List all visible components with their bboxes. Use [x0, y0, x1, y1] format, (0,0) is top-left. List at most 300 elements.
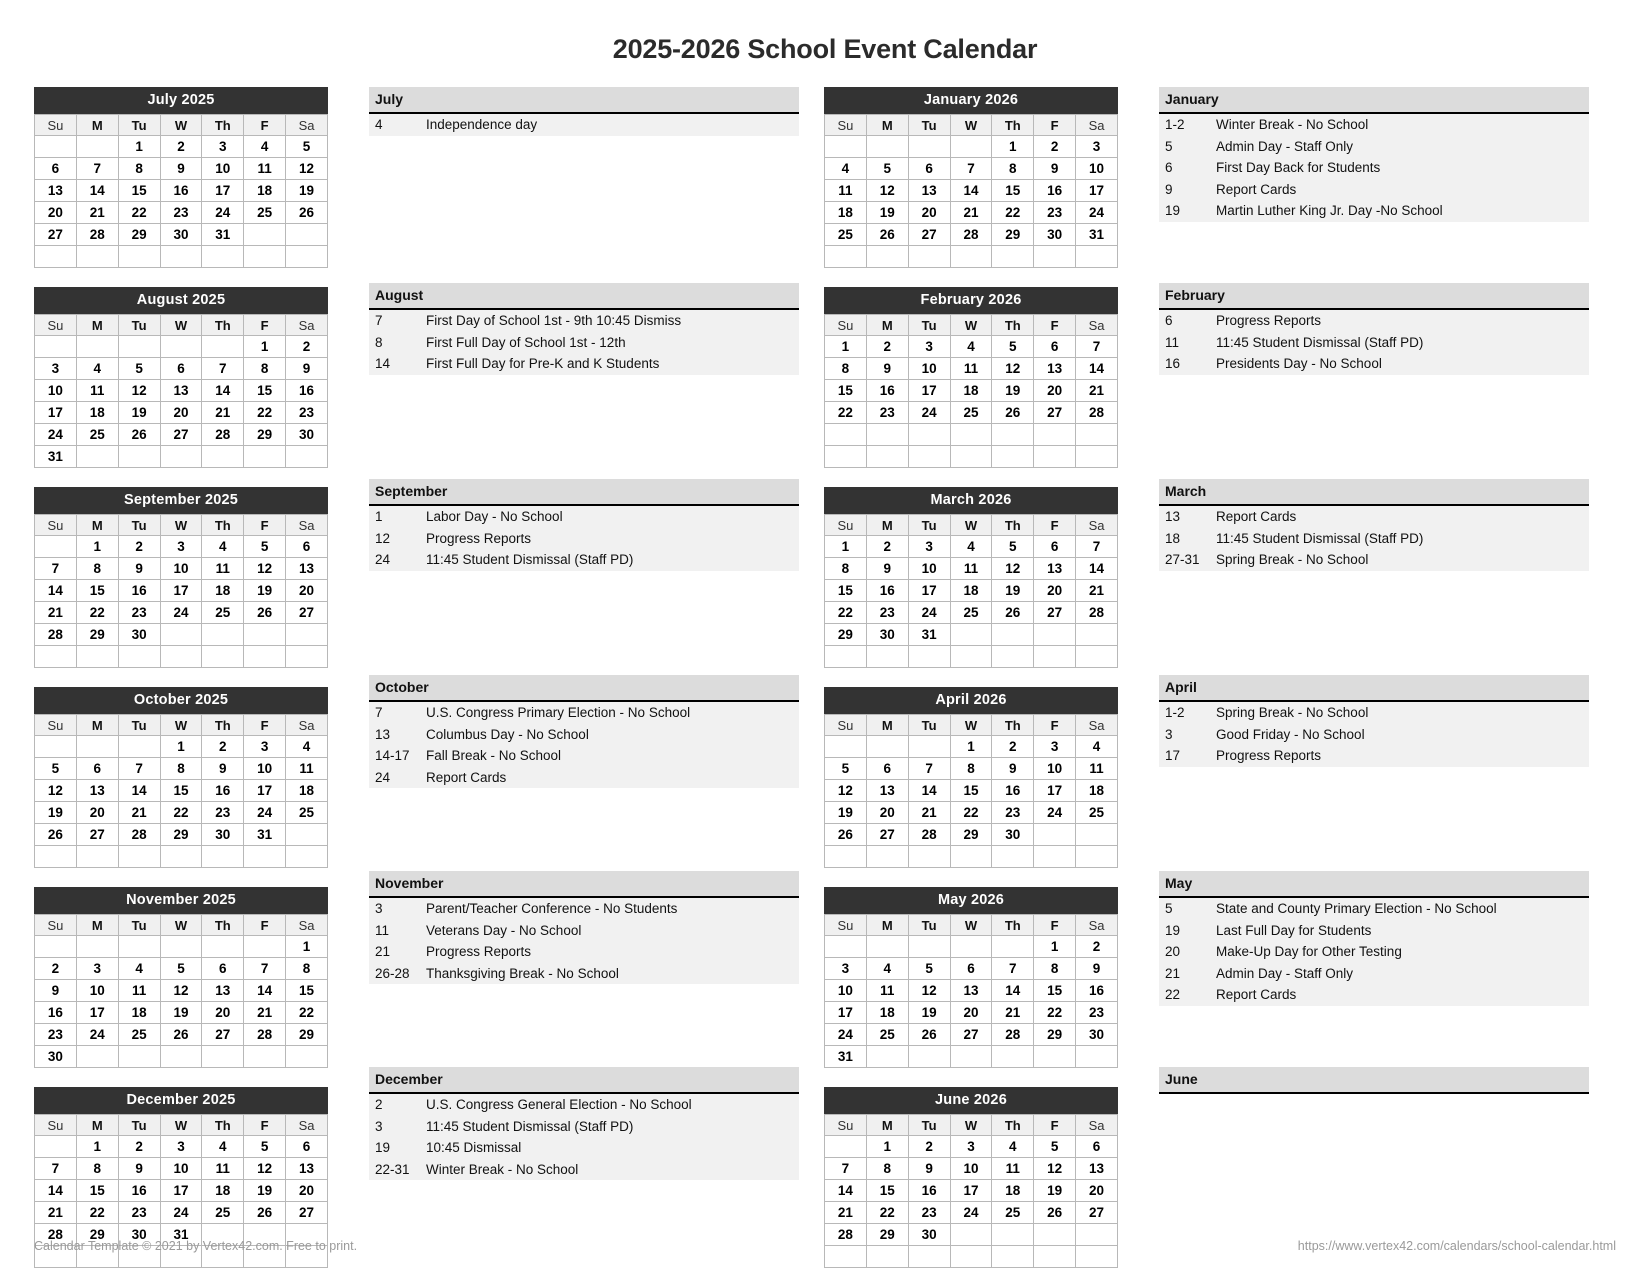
day-cell-nov2025-13[interactable]: 13	[202, 980, 243, 1001]
day-cell-aug2025-3[interactable]: 3	[35, 358, 76, 379]
day-cell-mar2026-1[interactable]: 1	[825, 536, 866, 557]
day-cell-sep2025-3[interactable]: 3	[161, 536, 202, 557]
day-cell-nov2025-10[interactable]: 10	[77, 980, 118, 1001]
day-cell-jan2026-3[interactable]: 3	[1076, 136, 1117, 157]
day-cell-may2026-8[interactable]: 8	[1034, 958, 1075, 979]
day-cell-jan2026-10[interactable]: 10	[1076, 158, 1117, 179]
day-cell-jan2026-29[interactable]: 29	[992, 224, 1033, 245]
day-cell-mar2026-30[interactable]: 30	[867, 624, 908, 645]
day-cell-feb2026-10[interactable]: 10	[909, 358, 950, 379]
day-cell-jan2026-26[interactable]: 26	[867, 224, 908, 245]
day-cell-jan2026-7[interactable]: 7	[951, 158, 992, 179]
day-cell-apr2026-1[interactable]: 1	[951, 736, 992, 757]
day-cell-aug2025-16[interactable]: 16	[286, 380, 327, 401]
day-cell-jun2026-18[interactable]: 18	[992, 1180, 1033, 1201]
day-cell-aug2025-5[interactable]: 5	[119, 358, 160, 379]
day-cell-aug2025-10[interactable]: 10	[35, 380, 76, 401]
day-cell-feb2026-22[interactable]: 22	[825, 402, 866, 423]
day-cell-may2026-3[interactable]: 3	[825, 958, 866, 979]
day-cell-oct2025-28[interactable]: 28	[119, 824, 160, 845]
day-cell-jun2026-26[interactable]: 26	[1034, 1202, 1075, 1223]
day-cell-aug2025-20[interactable]: 20	[161, 402, 202, 423]
day-cell-aug2025-24[interactable]: 24	[35, 424, 76, 445]
day-cell-feb2026-8[interactable]: 8	[825, 358, 866, 379]
day-cell-mar2026-18[interactable]: 18	[951, 580, 992, 601]
day-cell-nov2025-9[interactable]: 9	[35, 980, 76, 1001]
day-cell-oct2025-17[interactable]: 17	[244, 780, 285, 801]
day-cell-oct2025-26[interactable]: 26	[35, 824, 76, 845]
day-cell-apr2026-11[interactable]: 11	[1076, 758, 1117, 779]
day-cell-nov2025-27[interactable]: 27	[202, 1024, 243, 1045]
day-cell-jan2026-6[interactable]: 6	[909, 158, 950, 179]
day-cell-dec2025-19[interactable]: 19	[244, 1180, 285, 1201]
day-cell-sep2025-16[interactable]: 16	[119, 580, 160, 601]
day-cell-may2026-15[interactable]: 15	[1034, 980, 1075, 1001]
day-cell-jul2025-3[interactable]: 3	[202, 136, 243, 157]
day-cell-may2026-19[interactable]: 19	[909, 1002, 950, 1023]
day-cell-feb2026-28[interactable]: 28	[1076, 402, 1117, 423]
day-cell-nov2025-30[interactable]: 30	[35, 1046, 76, 1067]
day-cell-dec2025-28[interactable]: 28	[35, 1224, 76, 1245]
day-cell-jun2026-10[interactable]: 10	[951, 1158, 992, 1179]
day-cell-may2026-28[interactable]: 28	[992, 1024, 1033, 1045]
day-cell-jan2026-12[interactable]: 12	[867, 180, 908, 201]
day-cell-jun2026-28[interactable]: 28	[825, 1224, 866, 1245]
day-cell-jul2025-31[interactable]: 31	[202, 224, 243, 245]
day-cell-aug2025-18[interactable]: 18	[77, 402, 118, 423]
day-cell-may2026-18[interactable]: 18	[867, 1002, 908, 1023]
day-cell-feb2026-18[interactable]: 18	[951, 380, 992, 401]
day-cell-nov2025-11[interactable]: 11	[119, 980, 160, 1001]
day-cell-apr2026-20[interactable]: 20	[867, 802, 908, 823]
day-cell-jan2026-8[interactable]: 8	[992, 158, 1033, 179]
day-cell-may2026-25[interactable]: 25	[867, 1024, 908, 1045]
day-cell-apr2026-14[interactable]: 14	[909, 780, 950, 801]
day-cell-sep2025-11[interactable]: 11	[202, 558, 243, 579]
day-cell-mar2026-29[interactable]: 29	[825, 624, 866, 645]
day-cell-jan2026-23[interactable]: 23	[1034, 202, 1075, 223]
day-cell-feb2026-6[interactable]: 6	[1034, 336, 1075, 357]
day-cell-jun2026-12[interactable]: 12	[1034, 1158, 1075, 1179]
day-cell-aug2025-11[interactable]: 11	[77, 380, 118, 401]
day-cell-jan2026-4[interactable]: 4	[825, 158, 866, 179]
day-cell-mar2026-5[interactable]: 5	[992, 536, 1033, 557]
day-cell-may2026-10[interactable]: 10	[825, 980, 866, 1001]
day-cell-apr2026-18[interactable]: 18	[1076, 780, 1117, 801]
day-cell-mar2026-17[interactable]: 17	[909, 580, 950, 601]
day-cell-dec2025-20[interactable]: 20	[286, 1180, 327, 1201]
day-cell-apr2026-13[interactable]: 13	[867, 780, 908, 801]
day-cell-mar2026-19[interactable]: 19	[992, 580, 1033, 601]
day-cell-dec2025-17[interactable]: 17	[161, 1180, 202, 1201]
day-cell-jul2025-1[interactable]: 1	[119, 136, 160, 157]
day-cell-feb2026-24[interactable]: 24	[909, 402, 950, 423]
day-cell-nov2025-3[interactable]: 3	[77, 958, 118, 979]
day-cell-nov2025-21[interactable]: 21	[244, 1002, 285, 1023]
day-cell-feb2026-17[interactable]: 17	[909, 380, 950, 401]
day-cell-oct2025-19[interactable]: 19	[35, 802, 76, 823]
day-cell-apr2026-7[interactable]: 7	[909, 758, 950, 779]
day-cell-jan2026-17[interactable]: 17	[1076, 180, 1117, 201]
day-cell-jun2026-9[interactable]: 9	[909, 1158, 950, 1179]
day-cell-may2026-6[interactable]: 6	[951, 958, 992, 979]
day-cell-dec2025-13[interactable]: 13	[286, 1158, 327, 1179]
day-cell-nov2025-28[interactable]: 28	[244, 1024, 285, 1045]
day-cell-jul2025-2[interactable]: 2	[161, 136, 202, 157]
day-cell-nov2025-14[interactable]: 14	[244, 980, 285, 1001]
day-cell-jul2025-26[interactable]: 26	[286, 202, 327, 223]
day-cell-dec2025-16[interactable]: 16	[119, 1180, 160, 1201]
day-cell-nov2025-25[interactable]: 25	[119, 1024, 160, 1045]
day-cell-jul2025-23[interactable]: 23	[161, 202, 202, 223]
day-cell-dec2025-5[interactable]: 5	[244, 1136, 285, 1157]
day-cell-sep2025-15[interactable]: 15	[77, 580, 118, 601]
day-cell-jan2026-20[interactable]: 20	[909, 202, 950, 223]
day-cell-aug2025-28[interactable]: 28	[202, 424, 243, 445]
day-cell-sep2025-6[interactable]: 6	[286, 536, 327, 557]
day-cell-jul2025-11[interactable]: 11	[244, 158, 285, 179]
day-cell-nov2025-6[interactable]: 6	[202, 958, 243, 979]
day-cell-oct2025-13[interactable]: 13	[77, 780, 118, 801]
day-cell-mar2026-25[interactable]: 25	[951, 602, 992, 623]
day-cell-dec2025-15[interactable]: 15	[77, 1180, 118, 1201]
day-cell-jun2026-7[interactable]: 7	[825, 1158, 866, 1179]
day-cell-may2026-31[interactable]: 31	[825, 1046, 866, 1067]
day-cell-jun2026-6[interactable]: 6	[1076, 1136, 1117, 1157]
day-cell-jul2025-10[interactable]: 10	[202, 158, 243, 179]
day-cell-apr2026-9[interactable]: 9	[992, 758, 1033, 779]
day-cell-dec2025-31[interactable]: 31	[161, 1224, 202, 1245]
day-cell-jul2025-6[interactable]: 6	[35, 158, 76, 179]
day-cell-mar2026-8[interactable]: 8	[825, 558, 866, 579]
day-cell-dec2025-12[interactable]: 12	[244, 1158, 285, 1179]
day-cell-may2026-13[interactable]: 13	[951, 980, 992, 1001]
day-cell-sep2025-18[interactable]: 18	[202, 580, 243, 601]
day-cell-oct2025-14[interactable]: 14	[119, 780, 160, 801]
day-cell-apr2026-2[interactable]: 2	[992, 736, 1033, 757]
day-cell-jul2025-20[interactable]: 20	[35, 202, 76, 223]
day-cell-jan2026-5[interactable]: 5	[867, 158, 908, 179]
day-cell-jan2026-19[interactable]: 19	[867, 202, 908, 223]
day-cell-jan2026-14[interactable]: 14	[951, 180, 992, 201]
day-cell-jul2025-15[interactable]: 15	[119, 180, 160, 201]
day-cell-feb2026-3[interactable]: 3	[909, 336, 950, 357]
day-cell-sep2025-28[interactable]: 28	[35, 624, 76, 645]
day-cell-dec2025-24[interactable]: 24	[161, 1202, 202, 1223]
day-cell-dec2025-2[interactable]: 2	[119, 1136, 160, 1157]
day-cell-apr2026-17[interactable]: 17	[1034, 780, 1075, 801]
day-cell-apr2026-5[interactable]: 5	[825, 758, 866, 779]
day-cell-aug2025-7[interactable]: 7	[202, 358, 243, 379]
day-cell-jan2026-13[interactable]: 13	[909, 180, 950, 201]
day-cell-sep2025-29[interactable]: 29	[77, 624, 118, 645]
day-cell-feb2026-2[interactable]: 2	[867, 336, 908, 357]
day-cell-aug2025-4[interactable]: 4	[77, 358, 118, 379]
day-cell-oct2025-10[interactable]: 10	[244, 758, 285, 779]
day-cell-jun2026-19[interactable]: 19	[1034, 1180, 1075, 1201]
day-cell-feb2026-14[interactable]: 14	[1076, 358, 1117, 379]
day-cell-feb2026-4[interactable]: 4	[951, 336, 992, 357]
day-cell-sep2025-20[interactable]: 20	[286, 580, 327, 601]
day-cell-sep2025-14[interactable]: 14	[35, 580, 76, 601]
day-cell-jun2026-3[interactable]: 3	[951, 1136, 992, 1157]
day-cell-mar2026-15[interactable]: 15	[825, 580, 866, 601]
day-cell-jul2025-22[interactable]: 22	[119, 202, 160, 223]
day-cell-apr2026-26[interactable]: 26	[825, 824, 866, 845]
day-cell-oct2025-1[interactable]: 1	[161, 736, 202, 757]
day-cell-feb2026-12[interactable]: 12	[992, 358, 1033, 379]
day-cell-oct2025-21[interactable]: 21	[119, 802, 160, 823]
day-cell-may2026-22[interactable]: 22	[1034, 1002, 1075, 1023]
day-cell-jun2026-17[interactable]: 17	[951, 1180, 992, 1201]
day-cell-jan2026-31[interactable]: 31	[1076, 224, 1117, 245]
day-cell-nov2025-24[interactable]: 24	[77, 1024, 118, 1045]
day-cell-nov2025-29[interactable]: 29	[286, 1024, 327, 1045]
day-cell-sep2025-26[interactable]: 26	[244, 602, 285, 623]
day-cell-dec2025-9[interactable]: 9	[119, 1158, 160, 1179]
day-cell-sep2025-10[interactable]: 10	[161, 558, 202, 579]
day-cell-may2026-20[interactable]: 20	[951, 1002, 992, 1023]
day-cell-mar2026-28[interactable]: 28	[1076, 602, 1117, 623]
day-cell-apr2026-28[interactable]: 28	[909, 824, 950, 845]
day-cell-jun2026-11[interactable]: 11	[992, 1158, 1033, 1179]
day-cell-may2026-2[interactable]: 2	[1076, 936, 1117, 957]
day-cell-feb2026-27[interactable]: 27	[1034, 402, 1075, 423]
day-cell-jan2026-21[interactable]: 21	[951, 202, 992, 223]
day-cell-jun2026-13[interactable]: 13	[1076, 1158, 1117, 1179]
day-cell-oct2025-7[interactable]: 7	[119, 758, 160, 779]
day-cell-apr2026-21[interactable]: 21	[909, 802, 950, 823]
day-cell-oct2025-23[interactable]: 23	[202, 802, 243, 823]
day-cell-aug2025-21[interactable]: 21	[202, 402, 243, 423]
day-cell-may2026-17[interactable]: 17	[825, 1002, 866, 1023]
day-cell-jul2025-27[interactable]: 27	[35, 224, 76, 245]
day-cell-oct2025-11[interactable]: 11	[286, 758, 327, 779]
day-cell-feb2026-25[interactable]: 25	[951, 402, 992, 423]
day-cell-jul2025-18[interactable]: 18	[244, 180, 285, 201]
day-cell-jan2026-2[interactable]: 2	[1034, 136, 1075, 157]
day-cell-mar2026-21[interactable]: 21	[1076, 580, 1117, 601]
day-cell-jun2026-27[interactable]: 27	[1076, 1202, 1117, 1223]
day-cell-jul2025-21[interactable]: 21	[77, 202, 118, 223]
day-cell-mar2026-12[interactable]: 12	[992, 558, 1033, 579]
day-cell-sep2025-8[interactable]: 8	[77, 558, 118, 579]
day-cell-jun2026-23[interactable]: 23	[909, 1202, 950, 1223]
day-cell-jul2025-4[interactable]: 4	[244, 136, 285, 157]
day-cell-may2026-30[interactable]: 30	[1076, 1024, 1117, 1045]
day-cell-aug2025-2[interactable]: 2	[286, 336, 327, 357]
day-cell-dec2025-1[interactable]: 1	[77, 1136, 118, 1157]
day-cell-aug2025-17[interactable]: 17	[35, 402, 76, 423]
day-cell-jan2026-30[interactable]: 30	[1034, 224, 1075, 245]
day-cell-jul2025-30[interactable]: 30	[161, 224, 202, 245]
day-cell-may2026-27[interactable]: 27	[951, 1024, 992, 1045]
day-cell-aug2025-25[interactable]: 25	[77, 424, 118, 445]
day-cell-jan2026-27[interactable]: 27	[909, 224, 950, 245]
day-cell-apr2026-3[interactable]: 3	[1034, 736, 1075, 757]
day-cell-may2026-12[interactable]: 12	[909, 980, 950, 1001]
day-cell-dec2025-27[interactable]: 27	[286, 1202, 327, 1223]
day-cell-sep2025-21[interactable]: 21	[35, 602, 76, 623]
day-cell-oct2025-6[interactable]: 6	[77, 758, 118, 779]
day-cell-aug2025-30[interactable]: 30	[286, 424, 327, 445]
day-cell-jun2026-20[interactable]: 20	[1076, 1180, 1117, 1201]
day-cell-sep2025-17[interactable]: 17	[161, 580, 202, 601]
day-cell-apr2026-6[interactable]: 6	[867, 758, 908, 779]
day-cell-jan2026-15[interactable]: 15	[992, 180, 1033, 201]
day-cell-apr2026-24[interactable]: 24	[1034, 802, 1075, 823]
day-cell-nov2025-12[interactable]: 12	[161, 980, 202, 1001]
day-cell-oct2025-27[interactable]: 27	[77, 824, 118, 845]
day-cell-jan2026-9[interactable]: 9	[1034, 158, 1075, 179]
day-cell-sep2025-7[interactable]: 7	[35, 558, 76, 579]
day-cell-aug2025-15[interactable]: 15	[244, 380, 285, 401]
day-cell-jan2026-24[interactable]: 24	[1076, 202, 1117, 223]
day-cell-sep2025-1[interactable]: 1	[77, 536, 118, 557]
day-cell-nov2025-23[interactable]: 23	[35, 1024, 76, 1045]
day-cell-dec2025-18[interactable]: 18	[202, 1180, 243, 1201]
day-cell-dec2025-23[interactable]: 23	[119, 1202, 160, 1223]
day-cell-feb2026-20[interactable]: 20	[1034, 380, 1075, 401]
day-cell-jul2025-29[interactable]: 29	[119, 224, 160, 245]
day-cell-jul2025-9[interactable]: 9	[161, 158, 202, 179]
day-cell-dec2025-8[interactable]: 8	[77, 1158, 118, 1179]
day-cell-apr2026-12[interactable]: 12	[825, 780, 866, 801]
day-cell-jan2026-28[interactable]: 28	[951, 224, 992, 245]
day-cell-oct2025-18[interactable]: 18	[286, 780, 327, 801]
day-cell-oct2025-25[interactable]: 25	[286, 802, 327, 823]
day-cell-may2026-7[interactable]: 7	[992, 958, 1033, 979]
day-cell-dec2025-4[interactable]: 4	[202, 1136, 243, 1157]
day-cell-aug2025-27[interactable]: 27	[161, 424, 202, 445]
day-cell-dec2025-22[interactable]: 22	[77, 1202, 118, 1223]
day-cell-jun2026-15[interactable]: 15	[867, 1180, 908, 1201]
day-cell-may2026-14[interactable]: 14	[992, 980, 1033, 1001]
day-cell-nov2025-2[interactable]: 2	[35, 958, 76, 979]
day-cell-oct2025-9[interactable]: 9	[202, 758, 243, 779]
day-cell-mar2026-4[interactable]: 4	[951, 536, 992, 557]
day-cell-jun2026-4[interactable]: 4	[992, 1136, 1033, 1157]
day-cell-jul2025-25[interactable]: 25	[244, 202, 285, 223]
day-cell-may2026-29[interactable]: 29	[1034, 1024, 1075, 1045]
day-cell-mar2026-3[interactable]: 3	[909, 536, 950, 557]
day-cell-dec2025-7[interactable]: 7	[35, 1158, 76, 1179]
day-cell-feb2026-15[interactable]: 15	[825, 380, 866, 401]
day-cell-aug2025-9[interactable]: 9	[286, 358, 327, 379]
day-cell-aug2025-31[interactable]: 31	[35, 446, 76, 467]
day-cell-aug2025-6[interactable]: 6	[161, 358, 202, 379]
day-cell-feb2026-5[interactable]: 5	[992, 336, 1033, 357]
day-cell-may2026-26[interactable]: 26	[909, 1024, 950, 1045]
day-cell-apr2026-8[interactable]: 8	[951, 758, 992, 779]
day-cell-oct2025-22[interactable]: 22	[161, 802, 202, 823]
day-cell-oct2025-8[interactable]: 8	[161, 758, 202, 779]
day-cell-may2026-11[interactable]: 11	[867, 980, 908, 1001]
day-cell-apr2026-29[interactable]: 29	[951, 824, 992, 845]
day-cell-jun2026-16[interactable]: 16	[909, 1180, 950, 1201]
day-cell-jan2026-1[interactable]: 1	[992, 136, 1033, 157]
day-cell-oct2025-31[interactable]: 31	[244, 824, 285, 845]
day-cell-mar2026-26[interactable]: 26	[992, 602, 1033, 623]
day-cell-jun2026-25[interactable]: 25	[992, 1202, 1033, 1223]
day-cell-jun2026-21[interactable]: 21	[825, 1202, 866, 1223]
day-cell-jun2026-30[interactable]: 30	[909, 1224, 950, 1245]
day-cell-oct2025-24[interactable]: 24	[244, 802, 285, 823]
day-cell-apr2026-23[interactable]: 23	[992, 802, 1033, 823]
day-cell-sep2025-22[interactable]: 22	[77, 602, 118, 623]
day-cell-feb2026-1[interactable]: 1	[825, 336, 866, 357]
day-cell-jun2026-1[interactable]: 1	[867, 1136, 908, 1157]
day-cell-jun2026-29[interactable]: 29	[867, 1224, 908, 1245]
day-cell-apr2026-10[interactable]: 10	[1034, 758, 1075, 779]
day-cell-apr2026-30[interactable]: 30	[992, 824, 1033, 845]
day-cell-apr2026-27[interactable]: 27	[867, 824, 908, 845]
day-cell-sep2025-27[interactable]: 27	[286, 602, 327, 623]
day-cell-sep2025-4[interactable]: 4	[202, 536, 243, 557]
day-cell-jun2026-14[interactable]: 14	[825, 1180, 866, 1201]
day-cell-apr2026-19[interactable]: 19	[825, 802, 866, 823]
day-cell-mar2026-16[interactable]: 16	[867, 580, 908, 601]
day-cell-jan2026-11[interactable]: 11	[825, 180, 866, 201]
day-cell-dec2025-6[interactable]: 6	[286, 1136, 327, 1157]
day-cell-aug2025-23[interactable]: 23	[286, 402, 327, 423]
day-cell-feb2026-19[interactable]: 19	[992, 380, 1033, 401]
day-cell-mar2026-22[interactable]: 22	[825, 602, 866, 623]
day-cell-sep2025-23[interactable]: 23	[119, 602, 160, 623]
day-cell-may2026-9[interactable]: 9	[1076, 958, 1117, 979]
day-cell-nov2025-16[interactable]: 16	[35, 1002, 76, 1023]
day-cell-jul2025-12[interactable]: 12	[286, 158, 327, 179]
day-cell-aug2025-29[interactable]: 29	[244, 424, 285, 445]
day-cell-nov2025-18[interactable]: 18	[119, 1002, 160, 1023]
day-cell-jun2026-22[interactable]: 22	[867, 1202, 908, 1223]
day-cell-oct2025-15[interactable]: 15	[161, 780, 202, 801]
day-cell-sep2025-24[interactable]: 24	[161, 602, 202, 623]
day-cell-jul2025-5[interactable]: 5	[286, 136, 327, 157]
day-cell-dec2025-30[interactable]: 30	[119, 1224, 160, 1245]
day-cell-feb2026-16[interactable]: 16	[867, 380, 908, 401]
day-cell-nov2025-7[interactable]: 7	[244, 958, 285, 979]
day-cell-jul2025-16[interactable]: 16	[161, 180, 202, 201]
day-cell-dec2025-25[interactable]: 25	[202, 1202, 243, 1223]
day-cell-sep2025-19[interactable]: 19	[244, 580, 285, 601]
day-cell-aug2025-14[interactable]: 14	[202, 380, 243, 401]
day-cell-nov2025-1[interactable]: 1	[286, 936, 327, 957]
day-cell-jul2025-14[interactable]: 14	[77, 180, 118, 201]
day-cell-may2026-5[interactable]: 5	[909, 958, 950, 979]
day-cell-sep2025-12[interactable]: 12	[244, 558, 285, 579]
day-cell-dec2025-10[interactable]: 10	[161, 1158, 202, 1179]
day-cell-apr2026-25[interactable]: 25	[1076, 802, 1117, 823]
day-cell-oct2025-4[interactable]: 4	[286, 736, 327, 757]
day-cell-mar2026-14[interactable]: 14	[1076, 558, 1117, 579]
footer-url[interactable]: https://www.vertex42.com/calendars/school-calendar.html	[1297, 1239, 1616, 1253]
day-cell-jan2026-16[interactable]: 16	[1034, 180, 1075, 201]
day-cell-jul2025-19[interactable]: 19	[286, 180, 327, 201]
day-cell-feb2026-9[interactable]: 9	[867, 358, 908, 379]
day-cell-may2026-1[interactable]: 1	[1034, 936, 1075, 957]
day-cell-feb2026-7[interactable]: 7	[1076, 336, 1117, 357]
day-cell-apr2026-22[interactable]: 22	[951, 802, 992, 823]
day-cell-feb2026-23[interactable]: 23	[867, 402, 908, 423]
day-cell-may2026-24[interactable]: 24	[825, 1024, 866, 1045]
day-cell-mar2026-23[interactable]: 23	[867, 602, 908, 623]
day-cell-oct2025-30[interactable]: 30	[202, 824, 243, 845]
day-cell-may2026-16[interactable]: 16	[1076, 980, 1117, 1001]
day-cell-feb2026-21[interactable]: 21	[1076, 380, 1117, 401]
day-cell-mar2026-27[interactable]: 27	[1034, 602, 1075, 623]
day-cell-sep2025-9[interactable]: 9	[119, 558, 160, 579]
